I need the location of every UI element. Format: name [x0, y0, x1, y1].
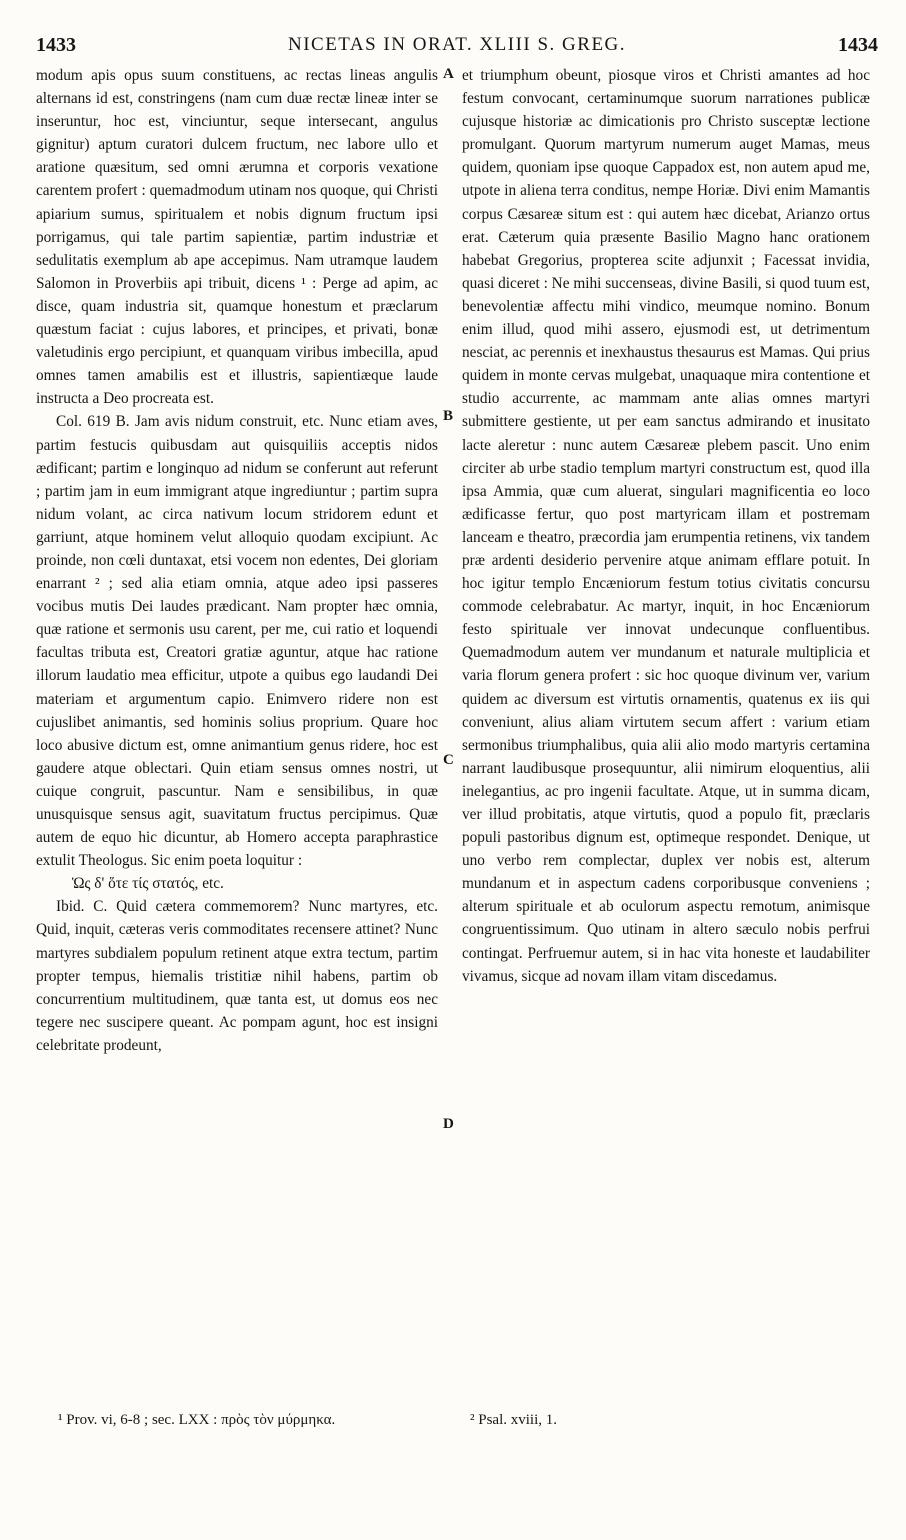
right-column	[462, 64, 870, 988]
page-number-right: 1434	[838, 34, 878, 56]
margin-mark-a: A	[443, 66, 454, 82]
margin-mark-b: B	[443, 408, 454, 424]
paragraph-apis: modum apis opus suum constituens, ac rectas lineas angulis alternans id est, constringens (nam cum duæ rectæ lineæ inter se inseruntur, hoc est, vinciuntur, seque intersecant, angulus gignitur) aptum curatori dulcem fructum, nec labore ullo et aratione quæsitum, sed omni ærumna et corporis vexatione carentem profert : quemadmodum utinam nos quoque, qui Christi apiarium sumus, spiritualem et nobis dignum fructum ipsi porrigamus, qui tale partim sapientiæ, partim industriæ et sedulitatis exemplum ab ape accepimus. Nam utramque laudem Salomon in Proverbiis api tribuit, dicens ¹ : Perge ad apim, ac disce, quam industria sit, quamque honestum et præclarum quæstum faciat : cujus labores, et principes, et privati, bonæ valetudinis ergo percipiunt, et quanquam viribus imbecilla, apud omnes tamen amabilis est et illustris, sapientiæque laude instructa a Deo procreata est.	[36, 67, 438, 408]
footnote-right: ² Psal. xviii, 1.	[470, 1412, 558, 1428]
footnote-left: ¹ Prov. vi, 6-8 ; sec. LXX : πρὸς τὸν μύρμηκα.	[58, 1412, 336, 1428]
greek-quotation: Ὡς δ' ὅτε τίς στατός, etc.	[72, 875, 224, 893]
margin-mark-d: D	[443, 1116, 454, 1132]
page-number-left: 1433	[36, 34, 76, 56]
margin-mark-c: C	[443, 752, 454, 768]
paragraph-triumphum: et triumphum obeunt, piosque viros et Christi amantes ad hoc festum convocant, certaminumque suorum narrationes publicæ cujusque historiæ ac dimicationis pro Christo susceptæ lectione promulgant. Quorum martyrum numerum auget Mamas, meus quidem, quoniam ipse quoque Cappadox est, non autem apud me, utpote in aliena terra conditus, nempe Horiæ. Divi enim Mamantis corpus Cæsareæ situm est : qui autem hæc dicebat, Arianzo ortus erat. Cæterum quia præsente Basilio Magno hanc orationem habebat Gregorius, propterea scite adjunxit ; Facessat invidia, quasi diceret : Ne mihi succenseas, divine Basili, si quod tuum est, benevolentiæ affectu mihi vindico, meumque nomino. Bonum enim illud, quod mihi assero, ejusmodi est, ut detrimentum nesciat, ac perennis et inexhaustus thesaurus est Mamas. Qui prius quidem in monte cervas mulgebat, unaquaque mira contentione et studio accurrente, ac mammam ante alias omnes martyri submittere gestiente, ut per eam sanctus admirando et inusitato lacte aleretur : nunc autem Cæsareæ plebem pascit. Uno enim circiter ab urbe stadio templum martyri constructum est, quod illa ipsa Ammia, quæ cum aluerat, singulari magnificentia eo loco ædificasse fertur, quo post martyricam illam et postremam lanceam e theatro, præcordia jam erumpentia retinens, vix tandem præ ardenti desiderio pervenire atque animam efflare potuit. In hoc igitur templo Encæniorum festum totius civitatis concursu commode celebrabatur. Ac martyr, inquit, in hoc Encæniorum festo spirituale ver innovat undecunque confluentibus. Quemadmodum autem ver mundanum et naturale multiplicia et varia florum genera profert : sic hoc quoque divinum ver, varium quidem ac diversum est virtutis ornamentis, quatenus ex iis qui conveniunt, alius aliam virtutem secum affert : varium etiam sermonibus triumphalibus, quia alii alio modo martyris certamina narrant laudibusque prosequuntur, alii nimirum eloquentius, alii inelegantius, ac pro ingenii facultate. Atque, ut in summa dicam, ver illud probitatis, atque virtutis, quod a populo fit, præclaris populi pastoribus dignum est, optimeque respondet. Denique, ut uno verbo rem complectar, duplex ver nobis est, alterum mundanum et in aspectum cadens corporibusque conveniens ; alterum spirituale et ab oculorum aspectu remotum, animisque congruentissimum. Quo utinam in altero sæculo nobis perfrui contingat. Perfruemur autem, si in hac vita honeste et laudabiliter vivamus, sicque ad novam illam vitam discedamus.	[462, 67, 870, 985]
running-header	[36, 34, 878, 58]
left-column	[36, 64, 438, 1057]
running-title: NICETAS IN ORAT. XLIII S. GREG.	[287, 34, 627, 55]
paragraph-col-619: Col. 619 B. Jam avis nidum construit, etc. Nunc etiam aves, partim festucis quibusdam aut quisquiliis acceptis nidos ædificant; partim e longinquo ad nidum se conferunt aut referunt ; partim jam in eum immigrant atque ingrediuntur ; partim supra nidum volant, ac circa nativum locum stridorem edunt et garriunt, atque hominem velut alloquio quodam excipiunt. Ac proinde, non cœli duntaxat, etsi vocem non edentes, Dei gloriam enarrant ² ; sed alia etiam omnia, atque adeo ipsi passeres vocibus mutis Dei laudes prædicant. Nam propter hæc omnia, quæ ratione et sermonis usu carent, per me, cui ratio et loquendi facultas tributa est, Creatori gratiæ aguntur, atque hac ratione illorum laudatio mea efficitur, utpote a quibus ego laudandi Dei materiam et argumentum capio. Enimvero ridere non est cujuslibet animantis, sed hominis solius proprium. Quare hoc loco abusive dictum est, omne animantium genus ridere, hoc est gaudere atque oblectari. Quin etiam sensus omnes nostri, ut cuique congruit, pascuntur. Nam e sensibilibus, in quæ unusquisque sensus agit, suavitatum fructus percipimus. Quæ autem de equo hic dicuntur, ab Homero accepta paraphrastice extulit Theologus. Sic enim poeta loquitur :	[36, 413, 438, 870]
paragraph-ibid: Ibid. C. Quid cætera commemorem? Nunc martyres, etc. Quid, inquit, cæteras veris commoditates recensere attinet? Nunc martyres subdialem populum retinent atque extra tectum, partim propter tempus, hiemalis tristitiæ nihil habens, partim ob concurrentium multitudinem, quæ tanta est, ut domus eos nec tegere nec suscipere queant. Ac pompam agunt, hoc est insigni celebritate prodeunt,	[36, 898, 438, 1054]
